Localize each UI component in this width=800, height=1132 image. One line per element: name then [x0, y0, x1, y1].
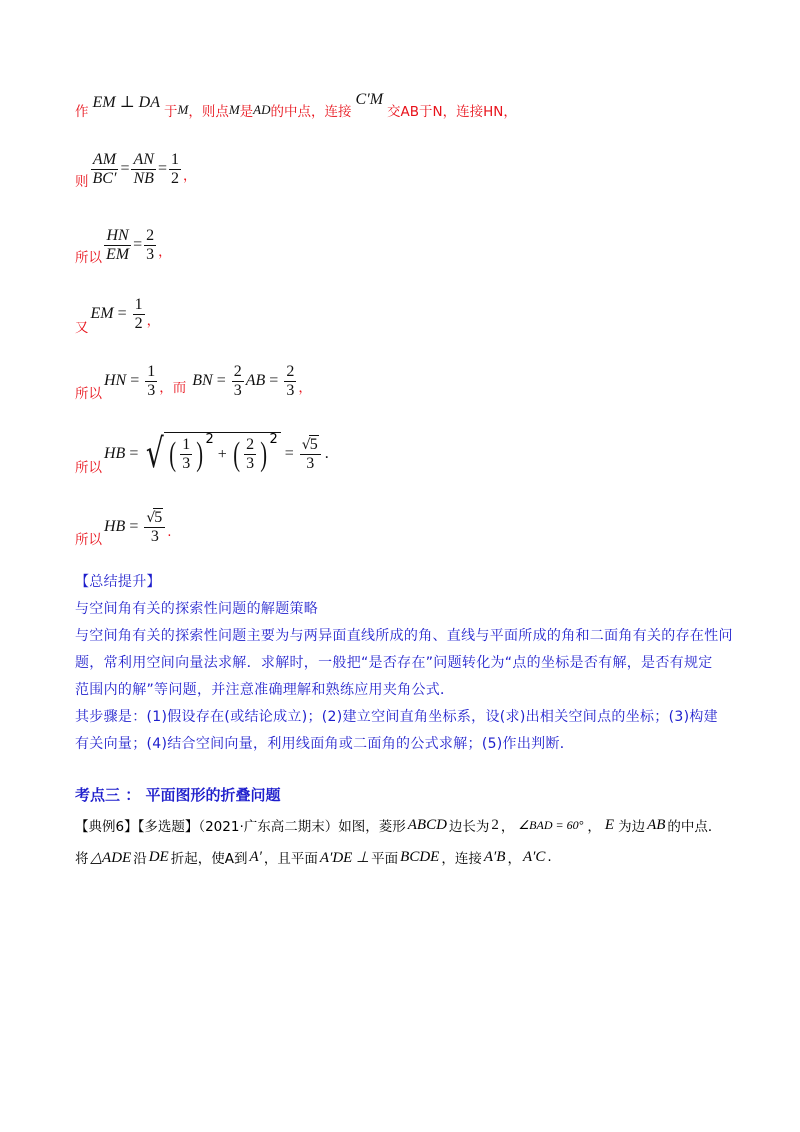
text: 【典例6】【多选题】（2021·广东高二期末）如图，菱形: [75, 819, 406, 835]
text: 于: [163, 104, 178, 120]
period: .: [324, 445, 329, 462]
solution-line-4: [75, 292, 160, 336]
period: .: [167, 524, 172, 540]
paren-open-icon: (: [233, 435, 240, 473]
summary-paragraph-line: 其步骤是：(1)假设存在(或结论成立)；(2)建立空间直角坐标系，设(求)出相关空间点的坐标；(3)构建: [75, 709, 718, 725]
text: 交AB于N，连接HN，: [387, 104, 517, 120]
text: 沿: [133, 851, 147, 867]
math: A′: [249, 848, 262, 865]
section-title: 考点三 ： 平面图形的折叠问题: [75, 786, 281, 804]
solution-line-7: [75, 506, 172, 548]
equals: =: [216, 372, 226, 389]
fraction: $\frac{HN}{EM}$: [106, 226, 130, 263]
fraction: $\frac{2}{3}$: [246, 436, 255, 472]
text: 作: [75, 104, 89, 120]
text: 将: [75, 851, 89, 867]
text: ，则点: [188, 104, 229, 120]
paren-open-icon: (: [169, 435, 176, 473]
math: DE: [148, 848, 169, 865]
radical-icon: √: [146, 431, 165, 477]
fraction: $\frac{1}{2}$: [134, 295, 143, 332]
text: 又: [75, 320, 89, 336]
summary-block: [75, 569, 733, 758]
text: 所以: [75, 532, 102, 548]
math: E: [604, 816, 615, 833]
math: M: [177, 102, 189, 117]
math: AB: [245, 372, 266, 389]
equals: =: [120, 160, 130, 177]
text: ，且平面: [263, 851, 318, 867]
math: EM ⊥ DA: [92, 94, 160, 111]
math: HB: [104, 518, 126, 535]
text: 的中点．: [667, 819, 722, 835]
plus: +: [217, 445, 227, 463]
fraction: $\frac{2}{3}$: [146, 226, 155, 263]
text: ，连接: [441, 851, 482, 867]
summary-title: 与空间角有关的探索性问题的解题策略: [75, 601, 319, 617]
text: .: [547, 849, 552, 865]
text: 折起，使A到: [170, 851, 248, 867]
math: HB: [104, 445, 126, 462]
equals: =: [284, 445, 294, 462]
summary-paragraph-line: 题，常利用空间向量法求解．求解时，一般把“是否存在”问题转化为“点的坐标是否有解，是否有规定: [75, 655, 713, 671]
summary-heading: 【总结提升】: [75, 574, 161, 590]
fraction: $\frac{√5}{3}$: [144, 508, 165, 546]
math: A′C: [522, 848, 546, 865]
text: ，: [182, 168, 197, 184]
summary-paragraph-line: 有关向量；(4)结合空间向量，利用线面角或二面角的公式求解；(5)作出判断．: [75, 736, 575, 752]
fraction: $\frac{2}{3}$: [233, 362, 242, 399]
text: 平面: [371, 851, 399, 867]
text: 则: [75, 174, 89, 190]
math: A′DE ⊥: [319, 849, 370, 866]
text: 所以: [75, 386, 102, 402]
paren-close-icon: ): [196, 435, 204, 473]
math: M: [228, 102, 240, 117]
math: AB: [647, 816, 666, 833]
text: 的中点，连接: [270, 104, 352, 120]
text: ，而: [159, 380, 187, 396]
equals: =: [129, 445, 139, 462]
fraction: $\frac{1}{3}$: [182, 436, 191, 472]
text: ，: [146, 313, 161, 329]
text: 所以: [75, 460, 102, 476]
fraction: $\frac{AM}{BC'}$: [92, 150, 117, 187]
text: 是: [239, 104, 254, 120]
exponent: 2: [269, 432, 278, 447]
solution-line-1: [75, 91, 517, 120]
square-root: [142, 432, 280, 476]
text: ，: [587, 819, 601, 835]
solution-line-3: [75, 224, 172, 266]
text: ，: [298, 380, 312, 396]
math: ABCD: [407, 816, 447, 833]
equals: =: [130, 372, 140, 389]
math: BCDE: [400, 848, 440, 865]
fraction: $\frac{1}{3}$: [147, 362, 156, 399]
example-line-1: [75, 815, 721, 835]
equals: =: [129, 518, 139, 535]
math: EM: [90, 305, 114, 322]
text: ，: [158, 244, 172, 260]
summary-paragraph-line: 与空间角有关的探索性问题主要为与两异面直线所成的角、直线与平面所成的角和二面角有关的存在性问: [75, 628, 733, 644]
summary-paragraph-line: 范围内的解”等问题，并注意准确理解和熟练应用夹角公式．: [75, 682, 455, 698]
text: 为边: [618, 819, 646, 835]
fraction: $\frac{AN}{NB}$: [133, 150, 154, 187]
fraction: $\frac{1}{2}$: [170, 150, 179, 187]
equals: =: [117, 305, 127, 322]
math: A′B: [483, 848, 506, 865]
equals: =: [269, 372, 279, 389]
math: 2: [491, 816, 499, 833]
solution-line-5: [75, 360, 312, 402]
math: ∠BAD = 60°: [518, 817, 584, 832]
fraction: $\frac{√5}{3}$: [300, 435, 321, 473]
solution-line-6: [75, 432, 329, 476]
text: ，: [507, 851, 521, 867]
solution-line-2: [75, 148, 196, 190]
example-line-2: [75, 847, 552, 867]
sqrt-icon: √: [146, 510, 156, 526]
paren-close-icon: ): [260, 435, 268, 473]
math: C′M: [355, 91, 384, 108]
sqrt-icon: √: [301, 437, 311, 453]
math: AD: [253, 102, 271, 117]
exponent: 2: [205, 432, 214, 447]
equals: =: [133, 236, 143, 253]
fraction: $\frac{2}{3}$: [286, 362, 295, 399]
math: BN: [192, 372, 213, 389]
equals: =: [157, 160, 167, 177]
math: HN: [104, 372, 127, 389]
text: 边长为: [448, 819, 490, 835]
text: 所以: [75, 250, 102, 266]
math: △ADE: [90, 849, 132, 866]
text: ，: [500, 819, 515, 835]
